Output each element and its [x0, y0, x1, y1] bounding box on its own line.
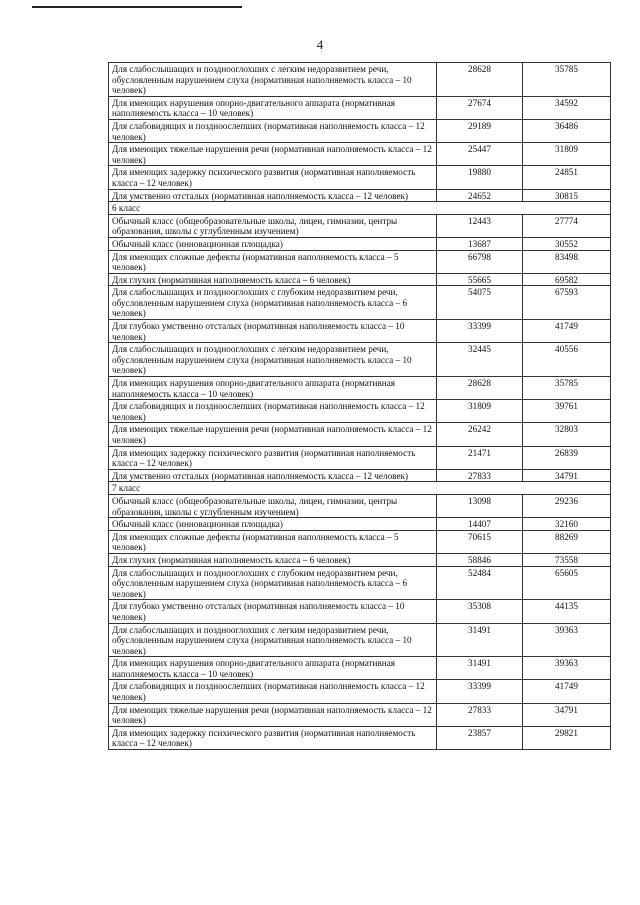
table-row: [109, 657, 611, 680]
row-label: Обычный класс (общеобразовательные школы, лицеи, гимназии, центры образования, школы с углубленным изучением): [109, 214, 437, 237]
row-value-1: 58846: [437, 553, 523, 566]
table-row: [109, 680, 611, 703]
row-value-2: 65605: [523, 566, 611, 600]
section-row: [109, 202, 611, 215]
row-value-2: 39363: [523, 657, 611, 680]
table-row: [109, 320, 611, 343]
row-value-2: 29236: [523, 494, 611, 517]
row-value-1: 54075: [437, 286, 523, 320]
table-row: [109, 566, 611, 600]
row-value-2: 73558: [523, 553, 611, 566]
row-value-2: 34592: [523, 96, 611, 119]
table-row: [109, 63, 611, 97]
row-label: Для имеющих тяжелые нарушения речи (нормативная наполняемость класса – 12 человек): [109, 423, 437, 446]
table-row: [109, 286, 611, 320]
row-value-1: 31491: [437, 623, 523, 657]
row-value-2: 83498: [523, 250, 611, 273]
row-label: Для слабослышащих и позднооглохших с легким недоразвитием речи, обусловленным нарушением слуха (нормативная наполняемость класса – 10 человек): [109, 63, 437, 97]
row-value-1: 19880: [437, 166, 523, 189]
row-label: Для слабослышащих и позднооглохших с легким недоразвитием речи, обусловленным нарушением слуха (нормативная наполняемость класса – 10 человек): [109, 343, 437, 377]
section-row: [109, 482, 611, 495]
row-value-1: 28628: [437, 63, 523, 97]
row-value-1: 13687: [437, 237, 523, 250]
row-label: Обычный класс (общеобразовательные школы, лицеи, гимназии, центры образования, школы с углубленным изучением): [109, 494, 437, 517]
section-label: 6 класс: [109, 202, 611, 215]
row-label: Для умственно отсталых (нормативная наполняемость класса – 12 человек): [109, 189, 437, 202]
row-label: Для имеющих тяжелые нарушения речи (нормативная наполняемость класса – 12 человек): [109, 703, 437, 726]
row-label: Для глубоко умственно отсталых (нормативная наполняемость класса – 10 человек): [109, 600, 437, 623]
table-row: [109, 469, 611, 482]
row-value-2: 39761: [523, 400, 611, 423]
row-label: Для имеющих задержку психического развития (нормативная наполняемость класса – 12 человек): [109, 166, 437, 189]
row-value-2: 40556: [523, 343, 611, 377]
row-value-2: 35785: [523, 377, 611, 400]
table-row: [109, 343, 611, 377]
table-row: [109, 143, 611, 166]
table-row: [109, 189, 611, 202]
table-row: [109, 726, 611, 749]
row-value-1: 70615: [437, 530, 523, 553]
row-value-1: 33399: [437, 320, 523, 343]
row-value-2: 35785: [523, 63, 611, 97]
table-row: [109, 600, 611, 623]
row-value-1: 31809: [437, 400, 523, 423]
table-row: [109, 703, 611, 726]
row-value-1: 12443: [437, 214, 523, 237]
table-row: [109, 273, 611, 286]
row-value-1: 55665: [437, 273, 523, 286]
row-label: Для глухих (нормативная наполняемость класса – 6 человек): [109, 553, 437, 566]
row-label: Для слабослышащих и позднооглохших с глубоким недоразвитием речи, обусловленным нарушением слуха (нормативная наполняемость класса – 6 человек): [109, 566, 437, 600]
row-value-2: 36486: [523, 119, 611, 142]
row-value-1: 33399: [437, 680, 523, 703]
row-label: Для глухих (нормативная наполняемость класса – 6 человек): [109, 273, 437, 286]
row-label: Для имеющих нарушения опорно-двигательного аппарата (нормативная наполняемость класса – 10 человек): [109, 377, 437, 400]
row-label: Для слабовидящих и поздноослепших (нормативная наполняемость класса – 12 человек): [109, 119, 437, 142]
row-value-1: 27833: [437, 703, 523, 726]
row-value-1: 27833: [437, 469, 523, 482]
cost-table: [108, 62, 611, 750]
row-label: Для глубоко умственно отсталых (нормативная наполняемость класса – 10 человек): [109, 320, 437, 343]
row-value-2: 41749: [523, 680, 611, 703]
table-row: [109, 623, 611, 657]
row-label: Для имеющих сложные дефекты (нормативная наполняемость класса – 5 человек): [109, 530, 437, 553]
row-value-2: 44135: [523, 600, 611, 623]
row-value-1: 25447: [437, 143, 523, 166]
section-label: 7 класс: [109, 482, 611, 495]
row-value-1: 31491: [437, 657, 523, 680]
row-value-2: 27774: [523, 214, 611, 237]
row-label: Обычный класс (инновационная площадка): [109, 237, 437, 250]
row-label: Для имеющих нарушения опорно-двигательного аппарата (нормативная наполняемость класса – 10 человек): [109, 657, 437, 680]
table-row: [109, 166, 611, 189]
table-row: [109, 400, 611, 423]
table-row: [109, 237, 611, 250]
row-value-2: 30552: [523, 237, 611, 250]
row-value-1: 23857: [437, 726, 523, 749]
table-body: [109, 63, 611, 750]
row-value-1: 52484: [437, 566, 523, 600]
row-value-1: 35308: [437, 600, 523, 623]
page-number: 4: [316, 37, 324, 52]
row-value-2: 32160: [523, 518, 611, 531]
top-rule: [32, 6, 242, 8]
row-value-2: 69582: [523, 273, 611, 286]
table-row: [109, 96, 611, 119]
row-label: Для слабовидящих и поздноослепших (нормативная наполняемость класса – 12 человек): [109, 680, 437, 703]
row-label: Для имеющих задержку психического развития (нормативная наполняемость класса – 12 человек): [109, 726, 437, 749]
row-value-1: 21471: [437, 446, 523, 469]
row-label: Для имеющих нарушения опорно-двигательного аппарата (нормативная наполняемость класса – 10 человек): [109, 96, 437, 119]
row-value-1: 24652: [437, 189, 523, 202]
row-value-1: 29189: [437, 119, 523, 142]
row-value-2: 39363: [523, 623, 611, 657]
row-value-1: 32445: [437, 343, 523, 377]
row-value-2: 30815: [523, 189, 611, 202]
row-value-2: 34791: [523, 469, 611, 482]
row-value-1: 13098: [437, 494, 523, 517]
row-label: Для слабослышащих и позднооглохших с глубоким недоразвитием речи, обусловленным нарушением слуха (нормативная наполняемость класса – 6 человек): [109, 286, 437, 320]
row-value-2: 29821: [523, 726, 611, 749]
row-label: Для имеющих задержку психического развития (нормативная наполняемость класса – 12 человек): [109, 446, 437, 469]
table-row: [109, 553, 611, 566]
row-label: Для имеющих сложные дефекты (нормативная наполняемость класса – 5 человек): [109, 250, 437, 273]
row-value-1: 27674: [437, 96, 523, 119]
row-value-2: 32803: [523, 423, 611, 446]
row-value-1: 26242: [437, 423, 523, 446]
table-row: [109, 250, 611, 273]
row-value-2: 34791: [523, 703, 611, 726]
table-row: [109, 494, 611, 517]
table-row: [109, 377, 611, 400]
row-value-2: 88269: [523, 530, 611, 553]
table-row: [109, 530, 611, 553]
row-value-2: 31809: [523, 143, 611, 166]
table-row: [109, 423, 611, 446]
table-row: [109, 446, 611, 469]
row-value-2: 67593: [523, 286, 611, 320]
row-label: Для умственно отсталых (нормативная наполняемость класса – 12 человек): [109, 469, 437, 482]
row-value-1: 14407: [437, 518, 523, 531]
table-row: [109, 214, 611, 237]
row-value-2: 24851: [523, 166, 611, 189]
row-value-1: 28628: [437, 377, 523, 400]
row-label: Для слабослышащих и позднооглохших с легким недоразвитием речи, обусловленным нарушением слуха (нормативная наполняемость класса – 10 человек): [109, 623, 437, 657]
row-label: Для слабовидящих и поздноослепших (нормативная наполняемость класса – 12 человек): [109, 400, 437, 423]
row-value-2: 26839: [523, 446, 611, 469]
table-row: [109, 518, 611, 531]
table-row: [109, 119, 611, 142]
row-value-1: 66798: [437, 250, 523, 273]
row-label: Для имеющих тяжелые нарушения речи (нормативная наполняемость класса – 12 человек): [109, 143, 437, 166]
row-value-2: 41749: [523, 320, 611, 343]
row-label: Обычный класс (инновационная площадка): [109, 518, 437, 531]
